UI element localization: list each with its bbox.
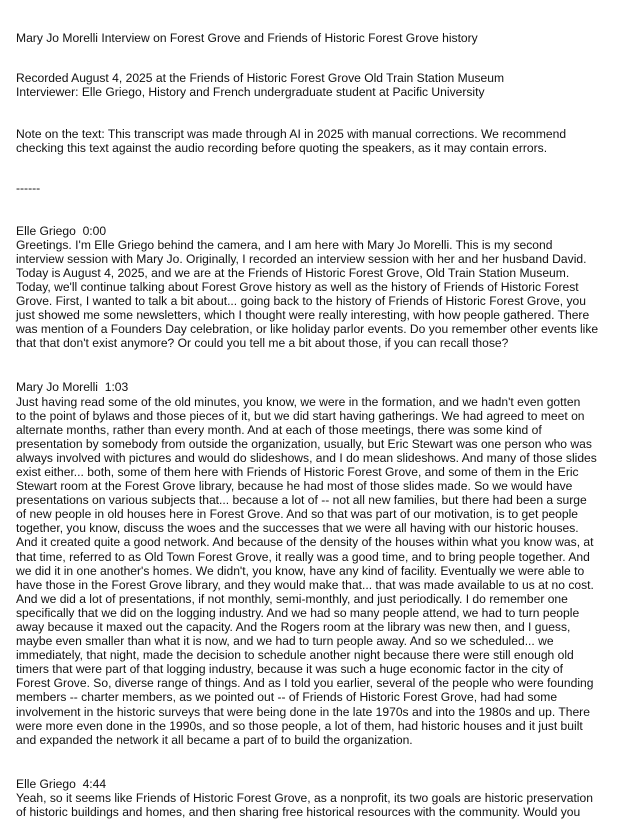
transcript-line: maybe even smaller than what it is now, and we had to turn people away. And so we scheduled... we — [16, 634, 554, 649]
separator: ------ — [16, 181, 41, 196]
transcript-line: And it created quite a good network. And because of the density of the houses within what you know was, at — [16, 535, 594, 550]
transcript-line: presentation by somebody from outside the organization, usually, but Eric Stewart was one person who was — [16, 436, 592, 451]
transcript-body — [16, 224, 608, 819]
transcript-line: interview session with Mary Jo. Originally, I recorded an interview session with her and her husband David. — [16, 251, 587, 266]
transcript-line: that that don't exist anymore? Or could you tell me a bit about those, if you can recall those? — [16, 336, 509, 351]
document-title: Mary Jo Morelli Interview on Forest Grove and Friends of Historic Forest Grove history — [16, 31, 478, 45]
transcript-line: Forest Grove. So, diverse range of things. And as I told you earlier, several of the people who were founding — [16, 676, 594, 691]
transcript-line: alternate months, rather than every month. And at each of those meetings, there was some kind of — [16, 422, 542, 437]
transcript-line: Today is August 4, 2025, and we are at the Friends of Historic Forest Grove, Old Train Station Museum. — [16, 265, 570, 280]
transcript-line: that time, referred to as Old Town Forest Grove, it really was a good time, and to bring people together. And — [16, 549, 590, 564]
transcript-line: timers that were part of that logging industry, because it was such a huge economic factor in the city of — [16, 662, 563, 677]
transcript-line: were more even done in the 1990s, and so those people, a lot of them, had historic houses and it just built — [16, 718, 583, 733]
speaker-header — [16, 224, 608, 238]
transcript-line: Yeah, so it seems like Friends of Historic Forest Grove, as a nonprofit, its two goals are historic preservation — [16, 790, 593, 805]
transcript-line: involvement in the historic surveys that were being done in the late 1970s and into the 1980s and up. There — [16, 704, 590, 719]
recorded-line: Recorded August 4, 2025 at the Friends of Historic Forest Grove Old Train Station Museum — [16, 71, 505, 86]
transcript-line: just showed me some newsletters, which I thought were really interesting, with how people gathered. There — [16, 308, 590, 323]
transcript-line: And we did a lot of presentations, if not monthly, semi-monthly, and just periodically. I do remember one — [16, 591, 568, 606]
transcript-line: of new people in old houses here in Forest Grove. And so that was part of our motivation, is to get people — [16, 507, 579, 522]
transcript-turn — [16, 224, 608, 351]
interviewer-line: Interviewer: Elle Griego, History and French undergraduate student at Pacific University — [16, 85, 485, 100]
transcript-line: Grove. First, I wanted to talk a bit about... going back to the history of Friends of Historic Forest Grove, you — [16, 294, 587, 309]
speaker-header — [16, 380, 608, 394]
transcript-line: Greetings. I'm Elle Griego behind the camera, and I am here with Mary Jo Morelli. This is my second — [16, 237, 553, 252]
transcript-line: was mention of a Founders Day celebration, or like holiday parlor events. Do you remember other events like — [16, 322, 599, 337]
timestamp: 4:44 — [82, 776, 107, 791]
transcript-line: Today, we'll continue talking about Forest Grove history as well as the history of Friends of Historic Forest — [16, 279, 579, 294]
transcript-line: of historic buildings and homes, and then sharing free historical resources with the community. Would you — [16, 805, 581, 819]
transcript-line: specifically that we did on the logging industry. And we had so many people attend, we had to turn people — [16, 605, 580, 620]
transcript-line: members -- charter members, as we pointed out -- of Friends of Historic Forest Grove, had had some — [16, 690, 558, 705]
transcript-turn — [16, 380, 608, 746]
transcript-line: exist either... both, some of them here with Friends of Historic Forest Grove, and some of them in the Eric — [16, 464, 579, 479]
timestamp: 1:03 — [104, 380, 129, 395]
transcript-line: to the point of bylaws and those pieces of it, but we did start having gatherings. We had agreed to meet on — [16, 408, 585, 423]
transcript-line: have those in the Forest Grove library, and they would make that... that was made available to us at no cost. — [16, 577, 594, 592]
note-line: Note on the text: This transcript was made through AI in 2025 with manual corrections. We recommend — [16, 127, 567, 142]
transcript-turn — [16, 777, 608, 819]
speaker-name: Elle Griego — [16, 776, 76, 791]
speaker-header — [16, 777, 608, 791]
transcript-line: we did it in one another's homes. We didn't, you know, have any kind of facility. Eventually we were able to — [16, 563, 585, 578]
transcript-line: Just having read some of the old minutes, you know, we were in the formation, and we hadn't even gotten — [16, 394, 581, 409]
transcript-line: immediately, that night, made the decision to schedule another night because there were still enough old — [16, 648, 574, 663]
note-line: checking this text against the audio recording before quoting the speakers, as it may contain errors. — [16, 141, 548, 156]
transcript-line: away because it maxed out the capacity. And the Rogers room at the library was new then, and I guess, — [16, 620, 571, 634]
speaker-name: Mary Jo Morelli — [16, 380, 98, 395]
speaker-name: Elle Griego — [16, 223, 76, 238]
transcript-line: always involved with pictures and would do slideshows, and I do mean slideshows. And many of those slides — [16, 450, 597, 465]
recording-info — [16, 71, 608, 99]
transcript-line: and expanded the network it all became a part of to build the organization. — [16, 732, 413, 747]
transcript-line: Stewart room at the Forest Grove library, because he had most of those slides made. So we would have — [16, 479, 573, 494]
transcript-note — [16, 127, 608, 155]
transcript-line: together, you know, discuss the woes and the successes that we were all having with our historic houses. — [16, 521, 579, 536]
timestamp: 0:00 — [82, 223, 107, 238]
transcript-line: presentations on various subjects that... because a lot of -- not all new families, but there had been a surge — [16, 493, 587, 508]
